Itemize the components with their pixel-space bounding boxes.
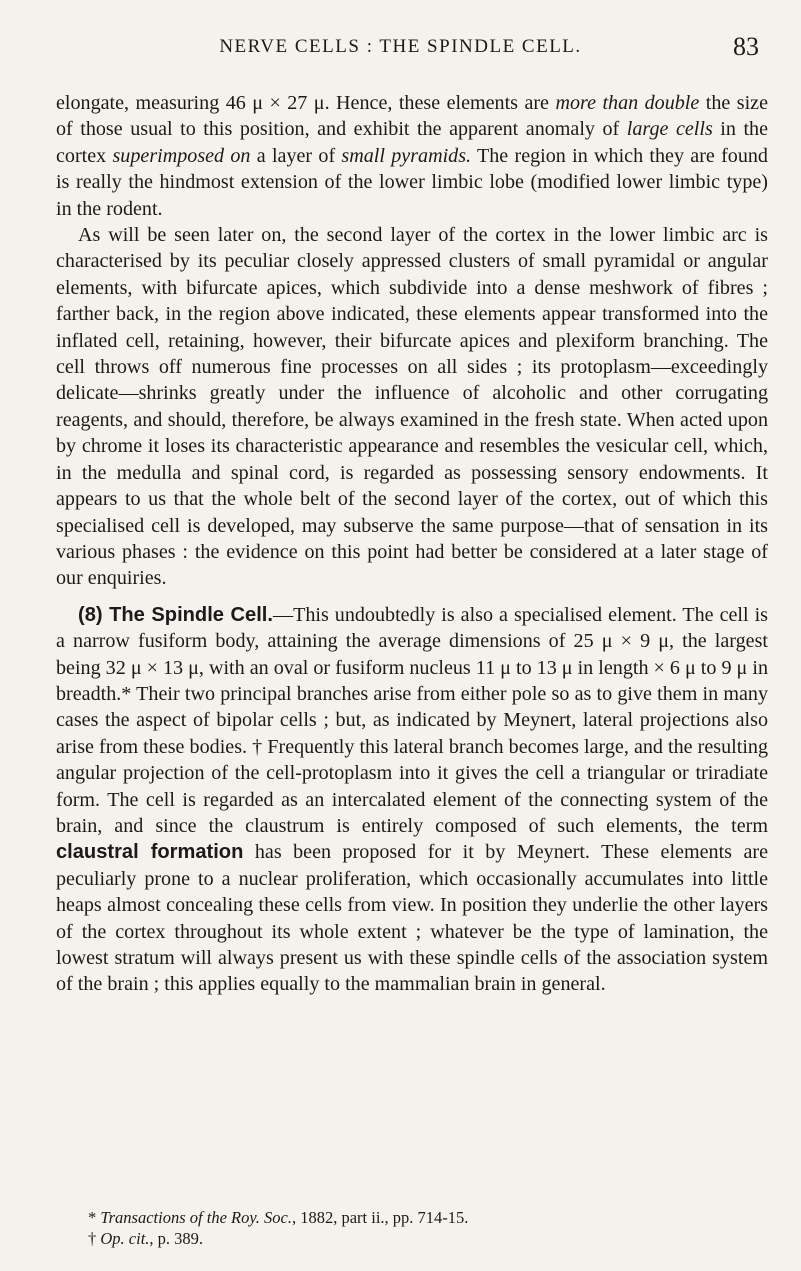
running-head: NERVE CELLS : THE SPINDLE CELL. — [219, 36, 582, 57]
text-run: The region in which they are found is really the hindmost extension of the lower limbic lobe (modified lower limbic type) in the rodent. — [56, 144, 768, 220]
footnote-1-marker: * — [88, 1208, 101, 1227]
page-number: 83 — [733, 32, 759, 61]
footnote-2-marker: † — [88, 1229, 101, 1248]
footnote-1 — [88, 1207, 728, 1228]
footnotes — [88, 1207, 728, 1249]
footnote-1-text: , 1882, part ii., pp. 714-15. — [291, 1208, 469, 1227]
text-run: has been proposed for it by Meynert. These elements are peculiarly prone to a nuclear proliferation, which occasionally accumulates into little heaps almost concealing these cells from view. In position they underlie the other layers of the cortex throughout its whole extent ; whatever be the type of lamination, the lowest stratum will always present us with these spindle cells of the association system of the brain ; this applies equally to the mammalian brain in general. — [56, 841, 768, 996]
section-heading-text: claustral formation — [56, 841, 244, 864]
text-run: —This undoubtedly is also a specialised element. The cell is a narrow fusiform body, attaining the average dimensions of 25 μ × 9 μ, the largest being 32 μ × 13 μ, with an oval or fusiform nucleus 11 μ to 13 μ in length × 6 μ to 9 μ in breadth.* Their two principal branches arise from either pole so as to give them in many cases the aspect of bipolar cells ; but, as indicated by Meynert, lateral projections also arise from these bodies. † Frequently this lateral branch becomes large, and the resulting angular projection of the cell-protoplasm into it gives the cell a triangular or triradiate form. The cell is regarded as an intercalated element of the connecting system of the brain, and since the claustrum is entirely composed of such elements, the term — [56, 603, 769, 837]
text-run: As will be seen later on, the second layer of the cortex in the lower limbic arc is characterised by its peculiar closely appressed clusters of small pyramidal or angular elements, with bifurcate apices, which subdivide into a dense meshwork of fibres ; farther back, in the region above indicated, these elements appear transformed into the inflated cell, retaining, however, their bifurcate apices and plexiform branching. The cell throws off numerous fine processes on all sides ; its protoplasm—exceedingly delicate—shrinks greatly under the influence of alcoholic and other corrugating reagents, and should, therefore, be always examined in the fresh state. When acted upon by chrome it loses its characteristic appearance and resembles the vesicular cell, which, in the medulla and spinal cord, is regarded as possessing sensory endowments. It appears to us that the whole belt of the second layer of the cortex, out of which this specialised cell is developed, may subserve the same purpose—that of sensation in its various phases : the evidence on this point had better be considered at a later stage of our enquiries. — [56, 224, 768, 590]
paragraph-2 — [56, 222, 768, 592]
text-run: a layer of — [250, 144, 342, 167]
emphasis-text: more than double — [555, 92, 700, 114]
text-run: in the cortex — [56, 118, 768, 167]
paragraph-1 — [56, 90, 768, 222]
footnote-1-title: Transactions of the Roy. Soc. — [100, 1208, 292, 1227]
footnote-2 — [88, 1228, 728, 1249]
emphasis-text: large cells — [626, 118, 713, 141]
emphasis-text: small pyramids. — [341, 144, 472, 167]
footnote-2-text: , p. 389. — [149, 1229, 204, 1248]
section-heading-text: (8) The Spindle Cell. — [78, 603, 273, 626]
text-run: elongate, measuring 46 μ × 27 μ. Hence, these elements are — [56, 92, 556, 114]
footnote-2-title: Op. cit. — [100, 1229, 150, 1248]
page-header — [0, 30, 801, 70]
body-text — [56, 90, 768, 998]
text-run: the size of those usual to this position, and exhibit the apparent anomaly of — [56, 92, 769, 141]
paragraph-spindle-cell — [56, 602, 768, 998]
emphasis-text: superimposed on — [112, 144, 251, 167]
